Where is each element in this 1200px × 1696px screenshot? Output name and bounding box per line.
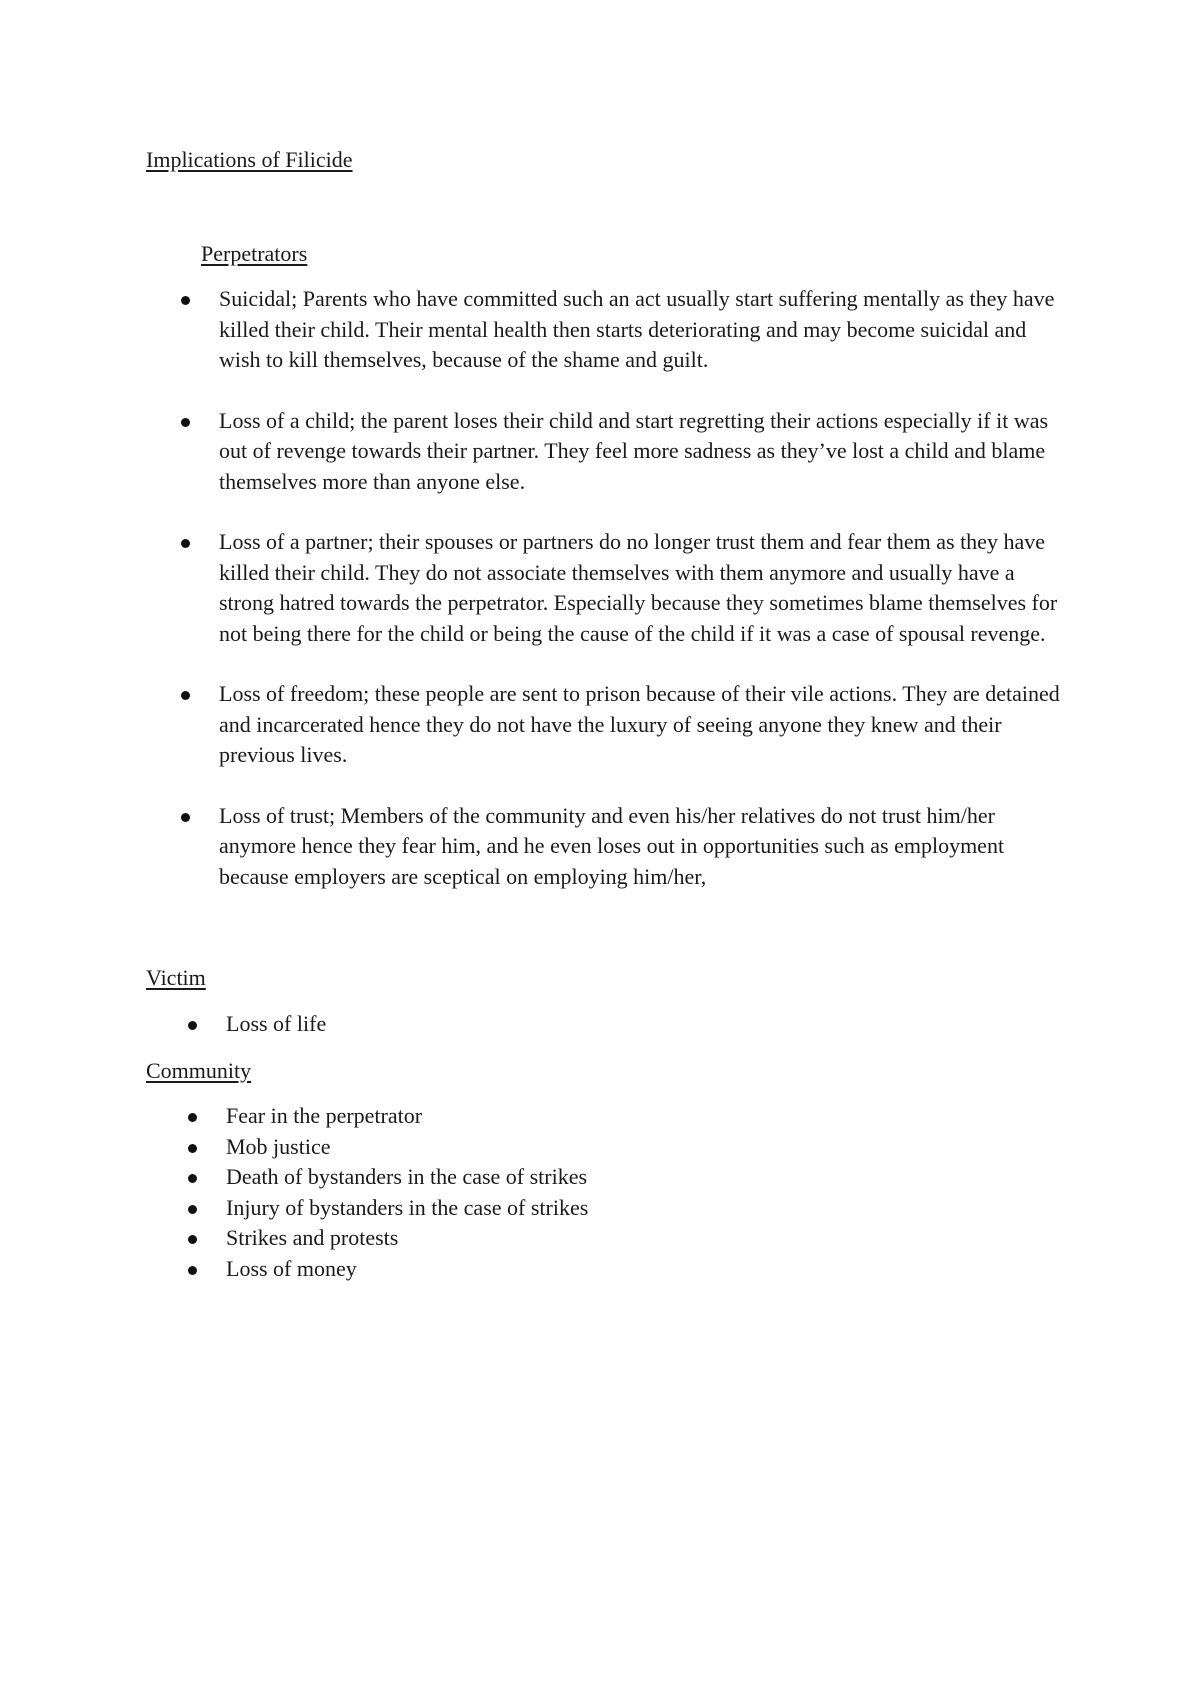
list-item xyxy=(188,1193,988,1224)
bullet-icon xyxy=(188,1113,197,1122)
list-item xyxy=(181,679,1071,771)
list-item-text: Loss of a partner; their spouses or partners do no longer trust them and fear them as they have killed their child. They do not associate themselves with them anymore and usually have a strong hatred towards the perpetrator. Especially because they sometimes blame themselves for not being there for the child or being the cause of the child if it was a case of spousal revenge. xyxy=(219,529,1058,646)
list-item xyxy=(181,801,1071,893)
document-title: Implications of Filicide xyxy=(146,147,353,172)
bullet-icon xyxy=(188,1144,197,1153)
list-item xyxy=(181,284,1071,376)
community-list xyxy=(188,1101,988,1284)
community-heading: Community xyxy=(146,1058,252,1083)
list-item-text: Loss of freedom; these people are sent to prison because of their vile actions. They are detained and incarcerated hence they do not have the luxury of seeing anyone they knew and their previous lives. xyxy=(219,681,1060,767)
list-item-text: Strikes and protests xyxy=(226,1225,399,1250)
bullet-icon xyxy=(188,1021,197,1030)
victim-list xyxy=(188,1009,988,1040)
victim-heading: Victim xyxy=(146,965,206,990)
list-item xyxy=(188,1223,988,1254)
bullet-icon xyxy=(181,691,190,700)
list-item xyxy=(181,527,1071,649)
list-item-text: Death of bystanders in the case of strikes xyxy=(226,1164,588,1189)
bullet-icon xyxy=(188,1174,197,1183)
list-item-text: Loss of life xyxy=(226,1011,327,1036)
list-item-text: Suicidal; Parents who have committed such an act usually start suffering mentally as they have killed their child. Their mental health then starts deteriorating and may become suicidal and wish to kill themselves, because of the shame and guilt. xyxy=(219,286,1055,372)
list-item xyxy=(188,1009,988,1040)
list-item-text: Loss of trust; Members of the community and even his/her relatives do not trust him/her anymore hence they fear him, and he even loses out in opportunities such as employment because employers are sceptical on employing him/her, xyxy=(219,802,1005,889)
bullet-icon xyxy=(181,813,190,822)
bullet-icon xyxy=(188,1235,197,1244)
list-item xyxy=(188,1162,988,1193)
list-item xyxy=(188,1254,988,1285)
bullet-icon xyxy=(188,1205,197,1214)
bullet-icon xyxy=(181,539,190,548)
list-item xyxy=(188,1132,988,1163)
list-item xyxy=(181,406,1071,498)
list-item-text: Loss of a child; the parent loses their child and start regretting their actions especially if it was out of revenge towards their partner. They feel more sadness as they’ve lost a child and blame themselves more than anyone else. xyxy=(219,407,1049,494)
list-item xyxy=(188,1101,988,1132)
list-item-text: Loss of money xyxy=(226,1255,357,1281)
list-item-text: Fear in the perpetrator xyxy=(226,1103,423,1128)
list-item-text: Mob justice xyxy=(226,1133,331,1159)
bullet-icon xyxy=(188,1266,197,1275)
bullet-icon xyxy=(181,296,190,305)
list-item-text: Injury of bystanders in the case of strikes xyxy=(226,1194,589,1220)
bullet-icon xyxy=(181,418,190,427)
perpetrators-heading: Perpetrators xyxy=(201,241,308,266)
perpetrators-list xyxy=(181,284,1071,892)
